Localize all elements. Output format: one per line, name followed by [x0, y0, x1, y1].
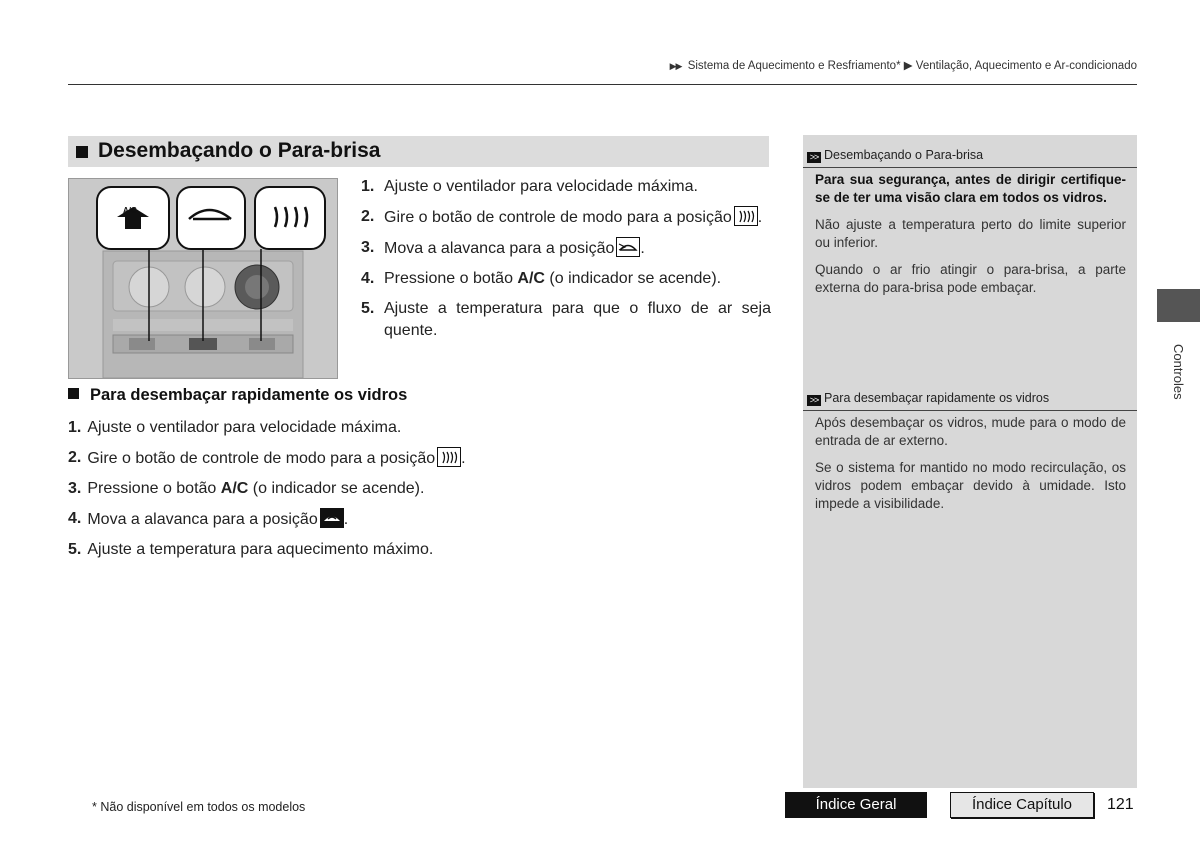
chapter-index-button[interactable]: Índice Capítulo	[950, 792, 1094, 818]
step-text: Ajuste a temperatura para que o fluxo de ar seja quente.	[384, 300, 771, 339]
step-text: Ajuste o ventilador para velocidade máxima.	[384, 178, 698, 195]
recirculation-icon	[320, 508, 344, 528]
step-number: 4.	[68, 510, 82, 527]
step-text: Pressione o botão A/C (o indicador se acende).	[384, 270, 722, 287]
note-arrow-icon: >>	[807, 395, 821, 406]
square-bullet-icon	[76, 146, 88, 158]
safety-note: Para sua segurança, antes de dirigir certifique-se de ter uma visão clara em todos os vidros.	[815, 172, 1126, 205]
step-number: 1.	[361, 178, 375, 195]
note-body-defrost	[815, 171, 1126, 306]
step-number: 2.	[361, 208, 375, 225]
step-5	[361, 298, 771, 342]
section-title-bar	[68, 136, 769, 167]
control-panel-illustration	[69, 179, 337, 378]
note-header-defrost: >> Desembaçando o Para-brisa	[803, 137, 1137, 168]
sidebar-notes	[803, 135, 1137, 788]
step-text: Ajuste a temperatura para aquecimento máximo.	[87, 541, 434, 558]
step-number: 4.	[361, 270, 375, 287]
step-text: Pressione o botão A/C (o indicador se acende).	[87, 480, 425, 497]
chapter-label: Controles	[1171, 344, 1186, 400]
section-title: Desembaçando o Para-brisa	[98, 139, 381, 162]
quick-step-5	[68, 539, 768, 561]
step-text: Gire o botão de controle de modo para a posição .	[384, 206, 771, 229]
control-panel-photo	[68, 178, 338, 379]
step-3	[361, 237, 771, 260]
step-number: 1.	[68, 419, 82, 436]
header-divider	[68, 84, 1137, 85]
note-paragraph: Se o sistema for mantido no modo recirculação, os vidros podem embaçar devido à umidade. Isto impede a visibilidade.	[815, 460, 1126, 511]
note-paragraph: Quando o ar frio atingir o para-brisa, a parte externa do para-brisa pode embaçar.	[815, 262, 1126, 295]
note-arrow-icon: >>	[807, 152, 821, 163]
quick-step-4	[68, 508, 768, 531]
note-paragraph: Após desembaçar os vidros, mude para o modo de entrada de ar externo.	[815, 415, 1126, 448]
step-number: 5.	[361, 300, 375, 317]
quick-defrost-heading: Para desembaçar rapidamente os vidros	[68, 386, 407, 405]
note-paragraph: Não ajuste a temperatura perto do limite superior ou inferior.	[815, 217, 1126, 250]
chapter-tab[interactable]	[1157, 289, 1200, 322]
step-number: 5.	[68, 541, 82, 558]
square-bullet-icon	[68, 388, 79, 399]
breadcrumb	[670, 58, 1137, 72]
quick-steps	[68, 417, 768, 569]
breadcrumb-text: Sistema de Aquecimento e Resfriamento* ▶ Ventilação, Aquecimento e Ar-condicionado	[687, 60, 1137, 72]
quick-step-3	[68, 478, 768, 500]
step-4	[361, 268, 771, 290]
step-text: Mova a alavanca para a posição .	[87, 508, 348, 531]
step-number: 3.	[68, 480, 82, 497]
defrost-icon	[734, 206, 758, 226]
footnote: * Não disponível em todos os modelos	[92, 800, 306, 814]
quick-step-1	[68, 417, 768, 439]
quick-step-2	[68, 447, 768, 470]
note-body-quick	[815, 414, 1126, 522]
note-header-quick: >> Para desembaçar rapidamente os vidros	[803, 380, 1137, 411]
main-steps	[361, 176, 771, 350]
step-text: Ajuste o ventilador para velocidade máxima.	[87, 419, 402, 436]
double-arrow-icon: ▶▶	[669, 61, 682, 71]
step-1	[361, 176, 771, 198]
step-2	[361, 206, 771, 229]
step-number: 2.	[68, 449, 82, 466]
step-text: Mova a alavanca para a posição .	[384, 237, 771, 260]
fresh-air-icon	[616, 237, 640, 257]
step-number: 3.	[361, 239, 375, 256]
general-index-button[interactable]: Índice Geral	[785, 792, 927, 818]
ac-button-label: A/C	[123, 206, 137, 215]
step-text: Gire o botão de controle de modo para a posição .	[87, 447, 465, 470]
defrost-icon	[437, 447, 461, 467]
page-number: 121	[1107, 796, 1134, 813]
